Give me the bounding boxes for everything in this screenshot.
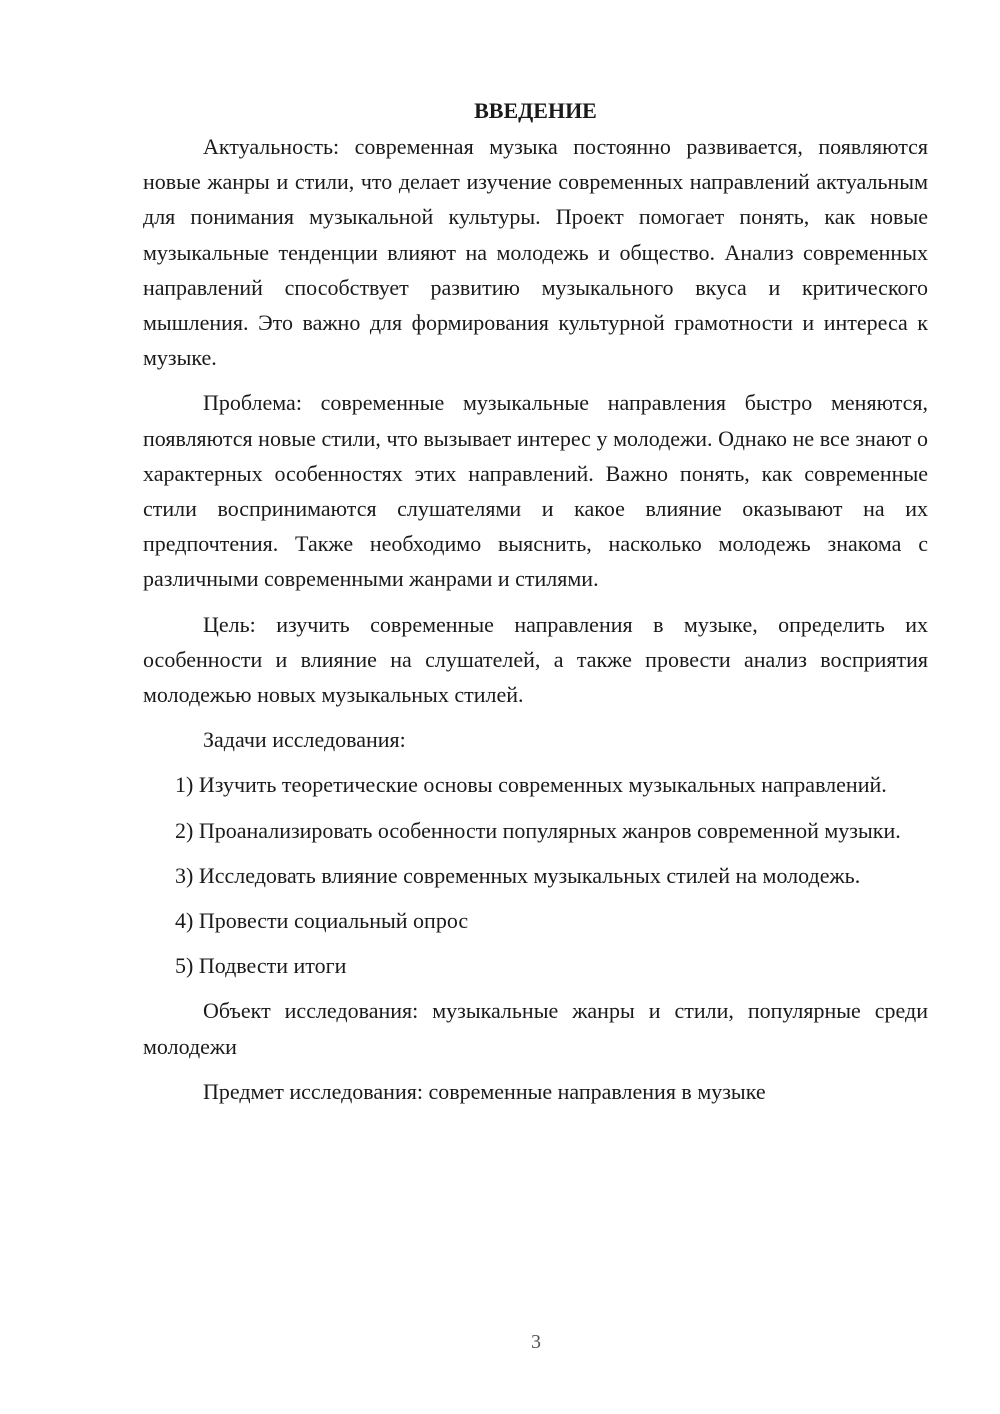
page-title: ВВЕДЕНИЕ: [474, 98, 597, 123]
tasks-heading: Задачи исследования:: [203, 727, 406, 753]
problem-paragraph: Проблема: современные музыкальные направления быстро меняются, появляются новые стили, что вызывает интерес у молодежи. Однако не все знают о характерных особенностях этих направлений. Важно понять, как современные стили воспринимаются слушателями и какое влияние оказывают на их предпочтения. Также необходимо выяснить, насколько молодежь знакома с различными современными жанрами и стилями.: [143, 390, 928, 592]
task-item-3: 3) Исследовать влияние современных музыкальных стилей на молодежь.: [175, 862, 861, 888]
task-item-5: 5) Подвести итоги: [175, 953, 347, 979]
subject-paragraph: Предмет исследования: современные направления в музыке: [203, 1078, 766, 1104]
relevance-paragraph: Актуальность: современная музыка постоянно развивается, появляются новые жанры и стили, что делает изучение современных направлений актуальным для понимания музыкальной культуры. Проект помогает понять, как новые музыкальные тенденции влияют на молодежь и общество. Анализ современных направлений способствует развитию музыкального вкуса и критического мышления. Это важно для формирования культурной грамотности и интереса к музыке.: [143, 134, 928, 371]
task-item-4: 4) Провести социальный опрос: [175, 908, 469, 934]
goal-paragraph: Цель: изучить современные направления в музыке, определить их особенности и влияние на слушателей, а также провести анализ восприятия молодежью новых музыкальных стилей.: [143, 611, 928, 708]
task-item-2: 2) Проанализировать особенности популярных жанров современной музыки.: [175, 817, 901, 843]
object-paragraph: Объект исследования: музыкальные жанры и стили, популярные среди молодежи: [143, 998, 928, 1059]
task-item-1: 1) Изучить теоретические основы современных музыкальных направлений.: [175, 772, 887, 798]
page-number: 3: [531, 1331, 541, 1353]
document-page: [143, 93, 928, 1119]
